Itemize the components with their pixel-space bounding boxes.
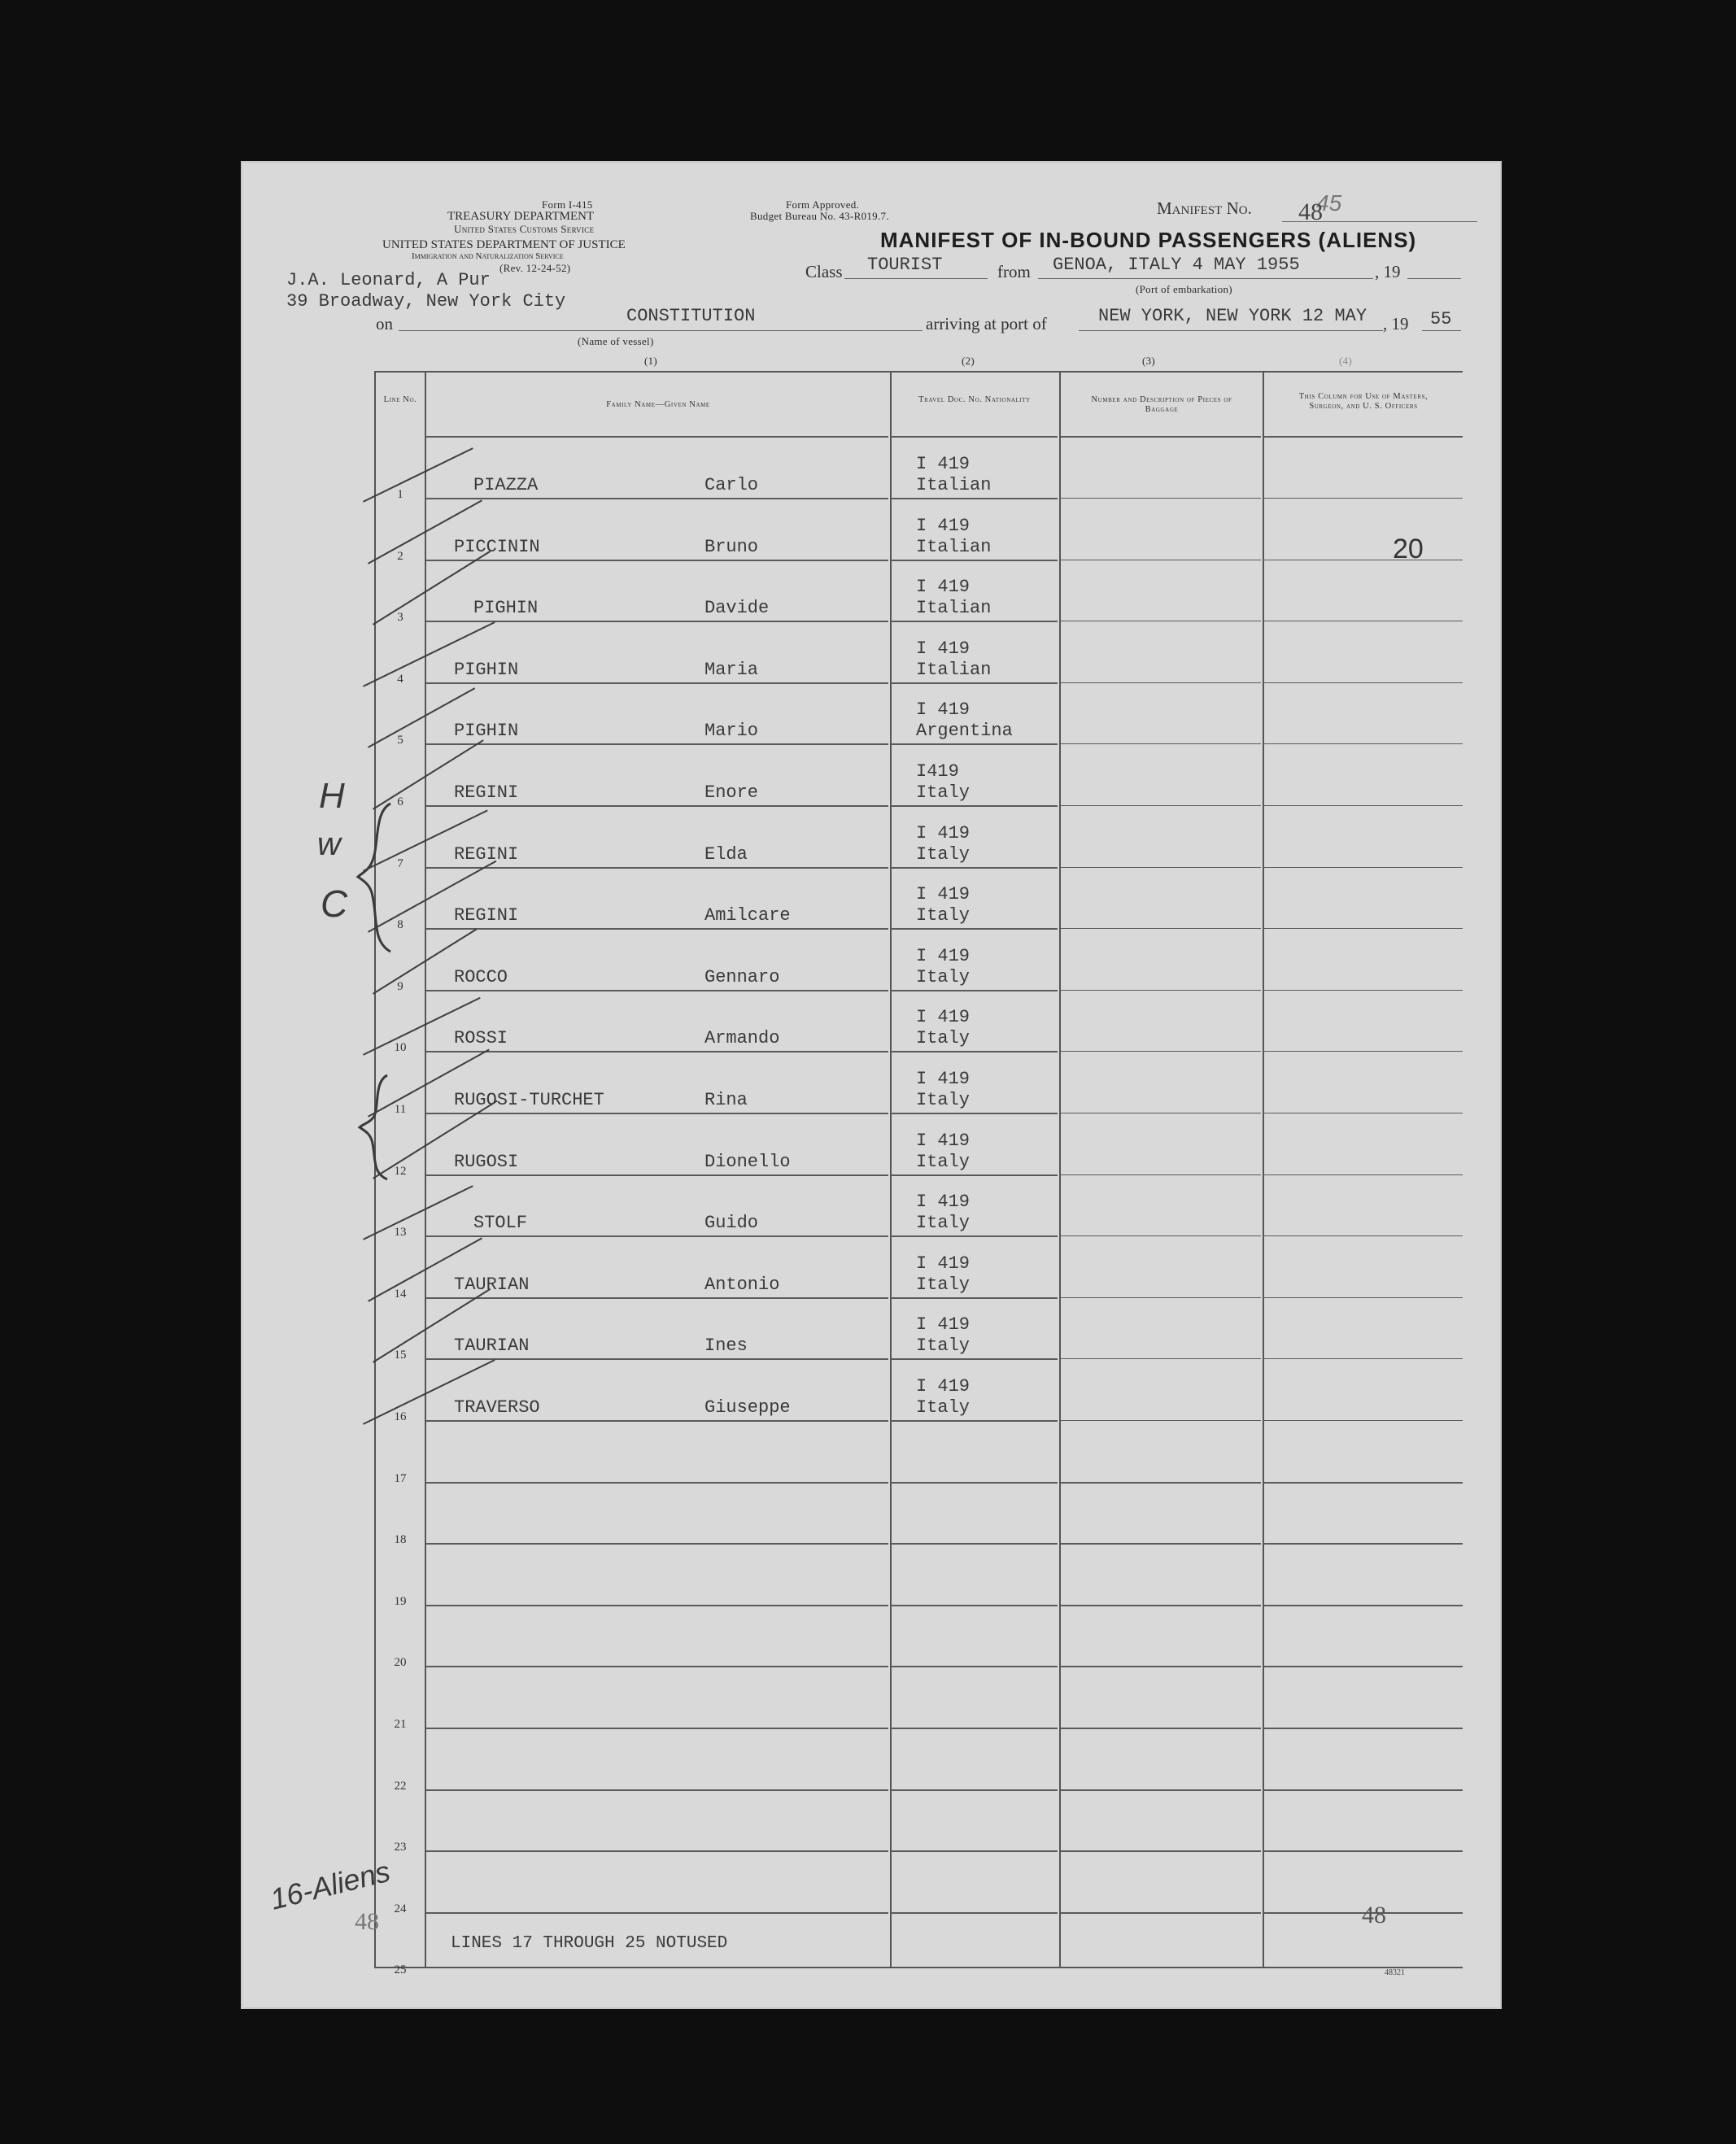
travel-doc-number: I 419 xyxy=(916,454,971,474)
line-number: 25 xyxy=(394,1963,407,1977)
travel-doc-number: I 419 xyxy=(916,945,971,966)
row-rule xyxy=(1061,498,1261,499)
nationality: Italy xyxy=(916,1274,971,1295)
row-rule xyxy=(1061,1482,1261,1484)
given-name: Maria xyxy=(704,659,759,680)
row-rule xyxy=(1061,1420,1261,1421)
nationality: Italy xyxy=(916,782,971,803)
row-rule xyxy=(892,1297,1058,1299)
passenger-table xyxy=(374,371,1463,1977)
nationality: Italy xyxy=(916,1090,971,1110)
manifest-title: MANIFEST OF IN-BOUND PASSENGERS (ALIENS) xyxy=(880,228,1417,252)
line-number: 1 xyxy=(397,488,403,501)
nationality: Italy xyxy=(916,905,971,926)
margin-note-c: C xyxy=(321,882,348,925)
row-rule xyxy=(1264,743,1463,744)
row-rule xyxy=(892,560,1058,561)
given-name: Carlo xyxy=(704,475,759,495)
family-name: TRAVERSO xyxy=(454,1397,540,1418)
customs-service: United States Customs Service xyxy=(454,223,595,235)
nationality: Italian xyxy=(916,598,992,619)
line-number: 10 xyxy=(394,1041,407,1055)
aliens-count-note: 16-Aliens xyxy=(267,1854,394,1916)
row-rule xyxy=(892,805,1058,807)
given-name: Antonio xyxy=(704,1274,780,1295)
row-rule xyxy=(1061,1728,1261,1729)
treasury-dept: TREASURY DEPARTMENT xyxy=(447,210,595,223)
nationality: Italy xyxy=(916,843,971,865)
row-rule xyxy=(892,1051,1058,1052)
row-rule xyxy=(426,928,888,930)
row-rule xyxy=(1061,1605,1261,1606)
header-name: Family Name—Given Name xyxy=(606,400,710,409)
row-rule xyxy=(1264,1358,1463,1359)
embark-year-label: , 19 xyxy=(1375,262,1401,281)
row-rule xyxy=(1264,805,1463,806)
row-rule xyxy=(426,1174,888,1176)
row-rule xyxy=(1264,498,1463,499)
family-name: PICCININ xyxy=(454,536,540,557)
embark-rule xyxy=(1038,278,1373,279)
header-baggage: Number and Description of Pieces of Baggage xyxy=(1091,395,1232,414)
travel-doc-number: I 419 xyxy=(916,1069,971,1089)
travel-doc-number: I 419 xyxy=(916,577,971,598)
vessel-caption: (Name of vessel) xyxy=(578,335,654,347)
brace-mark-rugosi xyxy=(355,1070,403,1184)
arrival-port: NEW YORK, NEW YORK 12 MAY xyxy=(1098,306,1367,326)
nationality: Italy xyxy=(916,1151,971,1172)
agent-name: J.A. Leonard, A Pur xyxy=(286,270,491,290)
column-number-2: (2) xyxy=(962,355,975,367)
travel-doc-number: I 419 xyxy=(916,515,971,536)
row-rule xyxy=(1061,990,1261,991)
row-rule xyxy=(1264,1051,1463,1052)
row-rule xyxy=(1061,1174,1261,1175)
line-number: 15 xyxy=(394,1349,407,1362)
row-rule xyxy=(1061,1297,1261,1298)
arrival-year-label: , 19 xyxy=(1383,314,1409,333)
line-number: 7 xyxy=(397,856,403,870)
row-rule xyxy=(892,1543,1058,1545)
row-rule xyxy=(892,990,1058,991)
from-label: from xyxy=(997,262,1031,281)
arrival-year-rule xyxy=(1422,330,1461,331)
print-code: 48321 xyxy=(1385,1968,1405,1977)
row-rule xyxy=(1061,928,1261,929)
lines-not-used-note: LINES 17 THROUGH 25 NOTUSED xyxy=(451,1934,728,1953)
row-rule xyxy=(1264,1174,1463,1175)
nationality: Italy xyxy=(916,1397,971,1418)
ins-service: Immigration and Naturalization Service xyxy=(412,251,564,261)
form-number: Form I-415 xyxy=(542,198,593,211)
line-number: 19 xyxy=(394,1594,407,1608)
manifest-no-rule xyxy=(1282,221,1477,222)
row-rule xyxy=(1264,1543,1463,1545)
travel-doc-number: I 419 xyxy=(916,822,971,843)
row-rule xyxy=(426,867,888,869)
margin-note-w: w xyxy=(317,826,341,862)
travel-doc-number: I 419 xyxy=(916,1376,971,1397)
row-rule xyxy=(1061,1051,1261,1052)
embark-port: GENOA, ITALY 4 MAY 1955 xyxy=(1053,255,1300,275)
row-rule xyxy=(892,1482,1058,1484)
officer-note: 20 xyxy=(1393,533,1424,564)
row-rule xyxy=(1264,1420,1463,1421)
row-rule xyxy=(892,1420,1058,1422)
row-rule xyxy=(1264,990,1463,991)
row-rule xyxy=(1264,928,1463,929)
nationality: Italian xyxy=(916,475,992,495)
header-rule xyxy=(892,436,1058,438)
family-name: REGINI xyxy=(454,905,519,926)
arrival-year: 55 xyxy=(1430,309,1452,329)
given-name: Guido xyxy=(704,1213,759,1234)
given-name: Rina xyxy=(704,1090,748,1110)
row-rule xyxy=(1061,682,1261,683)
travel-doc-number: I 419 xyxy=(916,1130,971,1151)
margin-note-h: H xyxy=(319,776,345,816)
row-rule xyxy=(892,1789,1058,1791)
line-number: 20 xyxy=(394,1656,407,1670)
line-number: 11 xyxy=(394,1103,407,1116)
row-rule xyxy=(892,743,1058,745)
row-rule xyxy=(892,621,1058,622)
row-rule xyxy=(426,1850,888,1852)
travel-doc-number: I 419 xyxy=(916,638,971,659)
approval-line2: Budget Bureau No. 43-R019.7. xyxy=(750,210,889,222)
family-name: PIGHIN xyxy=(454,659,519,680)
given-name: Davide xyxy=(704,598,770,619)
nationality: Italy xyxy=(916,1028,971,1049)
vessel-name: CONSTITUTION xyxy=(626,306,756,326)
row-rule xyxy=(426,805,888,807)
row-rule xyxy=(1061,743,1261,744)
row-rule xyxy=(426,1297,888,1299)
header-line-no: Line No. xyxy=(383,395,417,404)
row-rule xyxy=(1264,1235,1463,1236)
travel-doc-number: I 419 xyxy=(916,1314,971,1336)
row-rule xyxy=(892,1728,1058,1729)
family-name: PIGHIN xyxy=(454,721,519,742)
row-rule xyxy=(1061,1850,1261,1852)
nationality: Italian xyxy=(916,659,992,680)
agent-address: 39 Broadway, New York City xyxy=(286,291,566,312)
line-number: 16 xyxy=(394,1410,407,1423)
header-rule xyxy=(1061,436,1261,438)
given-name: Bruno xyxy=(704,536,759,557)
family-name: REGINI xyxy=(454,782,519,803)
revision-date: (Rev. 12-24-52) xyxy=(499,262,571,274)
row-rule xyxy=(426,498,888,499)
row-rule xyxy=(426,990,888,991)
row-rule xyxy=(426,1543,888,1545)
family-name: RUGOSI-TURCHET xyxy=(454,1090,604,1110)
line-number: 8 xyxy=(397,918,403,932)
row-rule xyxy=(426,1912,888,1914)
line-number: 21 xyxy=(394,1718,407,1731)
row-rule xyxy=(426,1235,888,1237)
embark-caption: (Port of embarkation) xyxy=(1136,283,1232,295)
line-number: 3 xyxy=(397,611,403,625)
manifest-no-struck: 45 xyxy=(1316,190,1342,216)
row-rule xyxy=(1061,805,1261,806)
row-rule xyxy=(1264,867,1463,868)
travel-doc-number: I 419 xyxy=(916,1007,971,1028)
row-rule xyxy=(426,1113,888,1114)
travel-doc-number: I 419 xyxy=(916,1192,971,1213)
line-number: 18 xyxy=(394,1533,407,1547)
row-rule xyxy=(892,928,1058,930)
given-name: Dionello xyxy=(704,1151,791,1172)
row-rule xyxy=(892,1912,1058,1914)
row-rule xyxy=(426,1728,888,1729)
row-rule xyxy=(426,1789,888,1791)
row-rule xyxy=(1061,867,1261,868)
family-name: PIAZZA xyxy=(473,475,539,495)
family-name: TAURIAN xyxy=(454,1336,530,1357)
row-rule xyxy=(426,1605,888,1606)
row-rule xyxy=(1264,1605,1463,1606)
line-number: 13 xyxy=(394,1226,407,1240)
column-number-1: (1) xyxy=(644,355,658,367)
arrival-rule xyxy=(1079,330,1383,331)
row-rule xyxy=(426,621,888,622)
line-number: 14 xyxy=(394,1287,407,1301)
header-travel-doc: Travel Doc. No. Nationality xyxy=(918,395,1031,404)
class-rule xyxy=(844,278,988,279)
row-rule xyxy=(426,743,888,745)
row-rule xyxy=(1264,682,1463,683)
nationality: Italian xyxy=(916,536,992,557)
row-rule xyxy=(1061,1543,1261,1545)
row-rule xyxy=(426,1666,888,1667)
class-label: Class xyxy=(805,262,843,281)
arriving-label: arriving at port of xyxy=(926,314,1047,333)
family-name: RUGOSI xyxy=(454,1151,519,1172)
line-number: 9 xyxy=(397,979,403,993)
line-number: 5 xyxy=(397,734,403,747)
vessel-rule xyxy=(399,330,923,331)
row-rule xyxy=(892,1605,1058,1606)
header-rule xyxy=(426,436,888,438)
manifest-no-value: 48 xyxy=(1298,198,1323,225)
stamp-number-left: 48 xyxy=(355,1908,379,1935)
manifest-sheet xyxy=(241,161,1502,2009)
header-rule xyxy=(1264,436,1463,438)
given-name: Armando xyxy=(704,1028,780,1049)
given-name: Giuseppe xyxy=(704,1397,791,1418)
given-name: Gennaro xyxy=(704,966,780,987)
row-rule xyxy=(892,498,1058,499)
line-number: 4 xyxy=(397,672,403,686)
line-number: 24 xyxy=(394,1902,407,1915)
family-name: ROCCO xyxy=(454,966,508,987)
brace-mark-regini xyxy=(355,795,403,958)
row-rule xyxy=(892,1850,1058,1852)
row-rule xyxy=(426,1051,888,1052)
row-rule xyxy=(1264,1850,1463,1852)
nationality: Argentina xyxy=(916,721,1013,742)
row-rule xyxy=(892,1174,1058,1176)
travel-doc-number: I 419 xyxy=(916,1253,971,1274)
line-number: 17 xyxy=(394,1471,407,1485)
row-rule xyxy=(1264,1666,1463,1667)
column-number-3: (3) xyxy=(1142,355,1156,367)
line-number: 22 xyxy=(394,1779,407,1793)
row-rule xyxy=(426,1358,888,1360)
travel-doc-number: I 419 xyxy=(916,884,971,905)
justice-dept: UNITED STATES DEPARTMENT OF JUSTICE xyxy=(382,238,626,251)
row-rule xyxy=(426,1482,888,1484)
family-name: ROSSI xyxy=(454,1028,508,1049)
row-rule xyxy=(892,1113,1058,1114)
approval-line1: Form Approved. xyxy=(786,198,860,211)
row-rule xyxy=(1264,1297,1463,1298)
row-rule xyxy=(426,682,888,684)
row-rule xyxy=(1264,1728,1463,1729)
family-name: PIGHIN xyxy=(473,598,539,619)
given-name: Ines xyxy=(704,1336,748,1357)
row-rule xyxy=(892,1358,1058,1360)
on-label: on xyxy=(376,314,393,333)
stamp-number-right: 48 xyxy=(1362,1902,1386,1928)
nationality: Italy xyxy=(916,1336,971,1357)
row-rule xyxy=(892,682,1058,684)
column-number-4: (4) xyxy=(1339,355,1353,367)
line-number: 2 xyxy=(397,549,403,563)
row-rule xyxy=(1061,1358,1261,1359)
line-number: 6 xyxy=(397,795,403,808)
row-rule xyxy=(892,1666,1058,1667)
header-officers: This Column for Use of Masters, Surgeon, and U. S. Officers xyxy=(1298,392,1428,411)
class-value: TOURIST xyxy=(867,255,943,275)
row-rule xyxy=(1061,1235,1261,1236)
given-name: Enore xyxy=(704,782,759,803)
row-rule xyxy=(1264,1482,1463,1484)
embark-year-rule xyxy=(1407,278,1461,279)
row-rule xyxy=(426,1420,888,1422)
row-rule xyxy=(1061,1912,1261,1914)
given-name: Amilcare xyxy=(704,905,791,926)
row-rule xyxy=(892,867,1058,869)
line-number: 12 xyxy=(394,1164,407,1178)
row-rule xyxy=(1061,1789,1261,1791)
family-name: STOLF xyxy=(473,1213,528,1234)
family-name: REGINI xyxy=(454,843,519,865)
given-name: Mario xyxy=(704,721,759,742)
row-rule xyxy=(892,1235,1058,1237)
manifest-no-label: Manifest No. xyxy=(1157,198,1252,218)
nationality: Italy xyxy=(916,966,971,987)
travel-doc-number: I 419 xyxy=(916,699,971,721)
family-name: TAURIAN xyxy=(454,1274,530,1295)
row-rule xyxy=(1264,1789,1463,1791)
row-rule xyxy=(1061,1666,1261,1667)
row-rule xyxy=(426,560,888,561)
nationality: Italy xyxy=(916,1213,971,1234)
line-number: 23 xyxy=(394,1841,407,1854)
travel-doc-number: I419 xyxy=(916,761,959,782)
given-name: Elda xyxy=(704,843,748,865)
